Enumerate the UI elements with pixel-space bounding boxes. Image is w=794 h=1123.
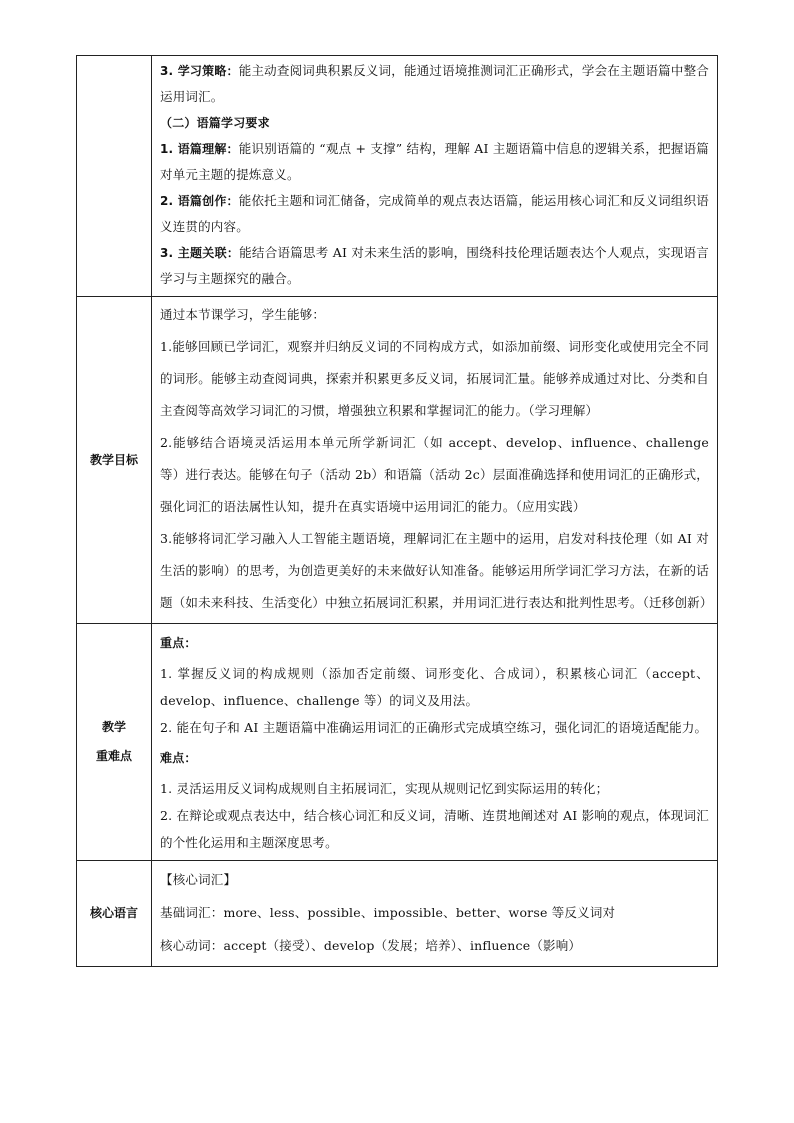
teaching-goals-label: 教学目标	[77, 297, 152, 624]
label-line-2: 重难点	[95, 749, 132, 763]
connection-text: 能结合语篇思考 AI 对未来生活的影响，围绕科技伦理话题表达个人观点，实现语言学习与主题探究的融合。	[160, 245, 710, 286]
strategy-paragraph	[160, 58, 709, 110]
difficult-point-2: 2. 在辩论或观点表达中，结合核心词汇和反义词，清晰、连贯地阐述对 AI 影响的观点，体现词汇的个性化运用和主题深度思考。	[160, 808, 709, 850]
row-label-empty	[77, 56, 152, 297]
comprehension-text: 能识别语篇的 “观点 + 支撑” 结构，理解 AI 主题语篇中信息的逻辑关系，把握语篇对单元主题的提炼意义。	[160, 141, 709, 182]
strategy-text: 能主动查阅词典积累反义词，能通过语境推测词汇正确形式，学会在主题语篇中整合运用词汇。	[160, 63, 709, 104]
table-row	[77, 624, 718, 861]
difficult-point-1: 1. 灵活运用反义词构成规则自主拓展词汇，实现从规则记忆到实际运用的转化；	[160, 781, 609, 796]
goal-item-1: 1.能够回顾已学词汇，观察并归纳反义词的不同构成方式，如添加前缀、词形变化或使用完全不同的词形。能够主动查阅词典，探索并积累更多反义词，拓展词汇量。能够养成通过对比、分类和自主查阅等高效学习词汇的习惯，增强独立积累和掌握词汇的能力。（学习理解）	[160, 339, 709, 418]
table-row	[77, 297, 718, 624]
key-difficult-points-label	[77, 624, 152, 861]
creation-label: 2. 语篇创作：	[160, 194, 239, 208]
table-row	[77, 861, 718, 967]
connection-label: 3. 主题关联：	[160, 246, 240, 260]
table-row	[77, 56, 718, 297]
key-points-heading: 重点：	[160, 636, 197, 650]
discourse-comprehension-paragraph	[160, 136, 709, 188]
basic-vocab-line: 基础词汇：more、less、possible、impossible、better、worse 等反义词对	[160, 905, 616, 920]
label-line-1: 教学	[101, 720, 126, 734]
theme-connection-paragraph	[160, 240, 709, 292]
lesson-plan-table	[76, 55, 718, 967]
core-vocab-heading: 【核心词汇】	[160, 872, 237, 887]
core-verbs-line: 核心动词：accept（接受）、develop（发展；培养）、influence（影响）	[160, 938, 582, 953]
key-point-2: 2. 能在句子和 AI 主题语篇中准确运用词汇的正确形式完成填空练习，强化词汇的语境适配能力。	[160, 720, 708, 735]
strategy-label: 3. 学习策略：	[160, 64, 239, 78]
discourse-heading: （二）语篇学习要求	[160, 116, 270, 130]
language-requirements-cell	[152, 56, 718, 297]
creation-text: 能依托主题和词汇储备，完成简单的观点表达语篇，能运用核心词汇和反义词组织语义连贯的内容。	[160, 193, 709, 234]
goals-intro: 通过本节课学习，学生能够：	[160, 307, 326, 322]
difficult-points-heading: 难点：	[160, 751, 197, 765]
comprehension-label: 1. 语篇理解：	[160, 142, 239, 156]
teaching-goals-cell	[152, 297, 718, 624]
key-difficult-points-cell	[152, 624, 718, 861]
discourse-creation-paragraph	[160, 188, 709, 240]
core-language-label: 核心语言	[77, 861, 152, 967]
goal-item-3: 3.能够将词汇学习融入人工智能主题语境，理解词汇在主题中的运用，启发对科技伦理（如 AI 对生活的影响）的思考，为创造更美好的未来做好认知准备。能够运用所学词汇学习方法，在新的话题（如未来科技、生活变化）中独立拓展词汇积累，并用词汇进行表达和批判性思考。（迁移创新）	[160, 531, 713, 610]
key-point-1: 1. 掌握反义词的构成规则（添加否定前缀、词形变化、合成词），积累核心词汇（accept、develop、influence、challenge 等）的词义及用法。	[160, 666, 709, 708]
core-language-cell	[152, 861, 718, 967]
goal-item-2: 2.能够结合语境灵活运用本单元所学新词汇（如 accept、develop、influence、challenge 等）进行表达。能够在句子（活动 2b）和语篇（活动 2c）层面准确选择和使用词汇的正确形式，强化词汇的语法属性认知，提升在真实语境中运用词汇的能力。（应用实践）	[160, 435, 709, 514]
